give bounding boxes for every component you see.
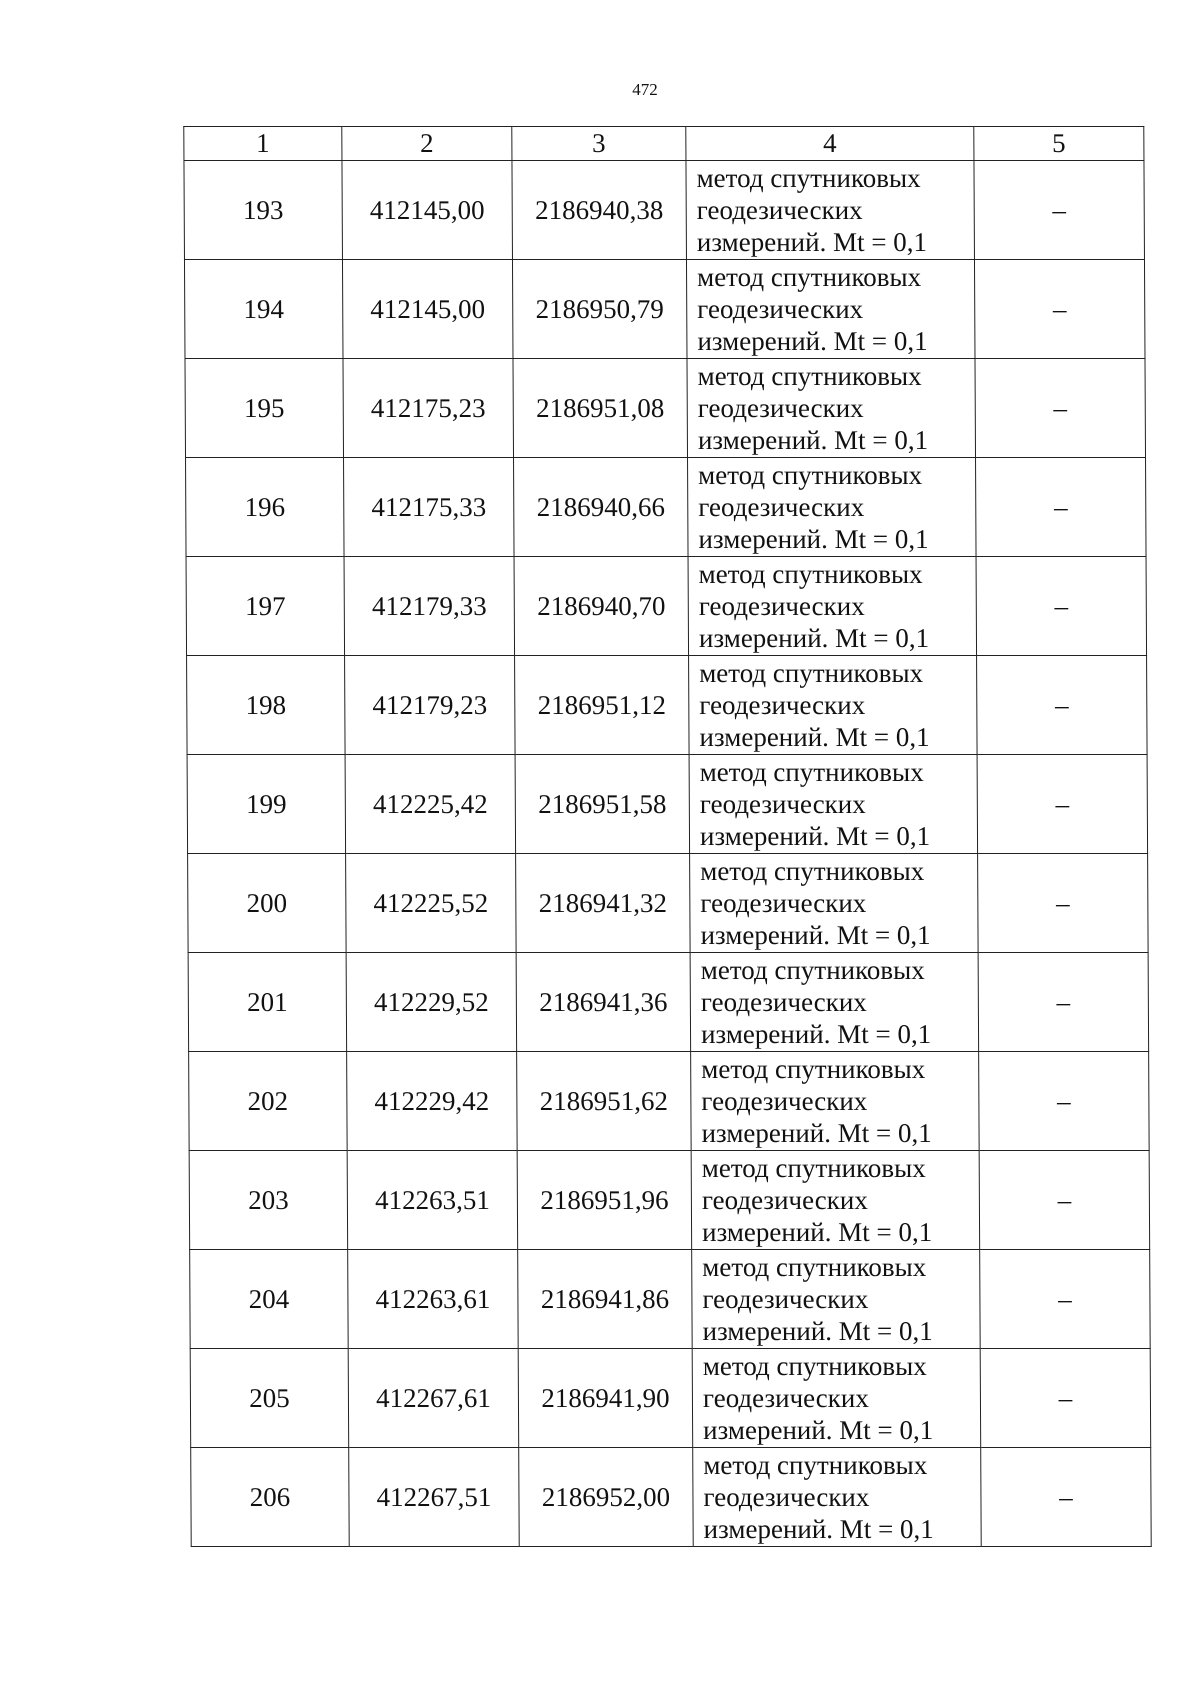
point-number-cell: 205	[190, 1349, 349, 1448]
note-cell: –	[980, 1250, 1151, 1349]
y-coordinate-cell: 2186941,36	[516, 953, 691, 1052]
method-cell	[693, 1448, 982, 1547]
method-line: метод спутниковых	[703, 1450, 928, 1480]
note-cell: –	[978, 953, 1149, 1052]
x-coordinate-cell: 412229,52	[346, 953, 517, 1052]
method-line: измерений. Mt = 0,1	[697, 425, 929, 455]
table-row	[187, 755, 1148, 854]
point-number-cell: 203	[189, 1151, 348, 1250]
method-line: измерений. Mt = 0,1	[701, 1118, 932, 1148]
method-line: геодезических	[697, 393, 864, 423]
note-cell: –	[974, 161, 1145, 260]
note-cell: –	[977, 755, 1148, 854]
note-cell: –	[979, 1052, 1150, 1151]
method-line: метод спутниковых	[698, 460, 923, 490]
y-coordinate-cell: 2186941,86	[518, 1250, 693, 1349]
method-line: геодезических	[702, 1284, 869, 1314]
table-row	[190, 1349, 1151, 1448]
x-coordinate-cell: 412263,61	[348, 1250, 519, 1349]
table-row	[190, 1250, 1151, 1349]
method-line: геодезических	[701, 1185, 868, 1215]
column-header-5: 5	[974, 127, 1144, 161]
table-row	[188, 953, 1149, 1052]
point-number-cell: 195	[185, 359, 344, 458]
note-cell: –	[974, 260, 1145, 359]
table-row	[184, 260, 1145, 359]
method-line: геодезических	[699, 789, 866, 819]
y-coordinate-cell: 2186951,12	[515, 656, 690, 755]
method-line: метод спутниковых	[701, 1054, 926, 1084]
note-cell: –	[977, 656, 1148, 755]
method-line: измерений. Mt = 0,1	[700, 920, 931, 950]
column-header-3: 3	[512, 127, 686, 161]
point-number-cell: 196	[186, 458, 345, 557]
method-cell	[691, 1151, 980, 1250]
method-line: метод спутниковых	[702, 1351, 927, 1381]
x-coordinate-cell: 412145,00	[342, 260, 513, 359]
note-cell: –	[976, 458, 1147, 557]
table-row	[184, 161, 1145, 260]
point-number-cell: 193	[184, 161, 343, 260]
x-coordinate-cell: 412145,00	[342, 161, 513, 260]
y-coordinate-cell: 2186940,66	[514, 458, 689, 557]
method-line: метод спутниковых	[699, 757, 924, 787]
table-row	[189, 1052, 1150, 1151]
column-header-1: 1	[184, 127, 342, 161]
method-line: метод спутниковых	[701, 1153, 926, 1183]
method-line: измерений. Mt = 0,1	[698, 524, 929, 554]
table-header-row	[184, 127, 1144, 161]
method-line: метод спутниковых	[702, 1252, 927, 1282]
x-coordinate-cell: 412175,23	[343, 359, 514, 458]
point-number-cell: 197	[186, 557, 345, 656]
method-cell	[689, 656, 978, 755]
method-cell	[690, 953, 979, 1052]
note-cell: –	[978, 854, 1149, 953]
table-row	[186, 458, 1147, 557]
method-line: геодезических	[700, 987, 867, 1017]
note-cell: –	[980, 1349, 1151, 1448]
y-coordinate-cell: 2186951,96	[517, 1151, 692, 1250]
y-coordinate-cell: 2186940,38	[512, 161, 687, 260]
point-number-cell: 199	[187, 755, 346, 854]
column-header-4: 4	[686, 127, 974, 161]
note-cell: –	[976, 557, 1147, 656]
x-coordinate-cell: 412229,42	[347, 1052, 518, 1151]
table-row	[187, 656, 1148, 755]
method-line: геодезических	[699, 690, 866, 720]
method-line: измерений. Mt = 0,1	[699, 722, 930, 752]
y-coordinate-cell: 2186952,00	[519, 1448, 694, 1547]
table-row	[189, 1151, 1150, 1250]
method-cell	[689, 755, 978, 854]
method-line: измерений. Mt = 0,1	[696, 227, 928, 257]
method-line: измерений. Mt = 0,1	[702, 1316, 933, 1346]
method-line: измерений. Mt = 0,1	[700, 1019, 932, 1049]
y-coordinate-cell: 2186951,62	[517, 1052, 692, 1151]
method-line: геодезических	[703, 1482, 870, 1512]
method-line: метод спутниковых	[700, 955, 925, 985]
method-line: метод спутниковых	[698, 559, 923, 589]
method-cell	[687, 359, 976, 458]
method-line: измерений. Mt = 0,1	[701, 1217, 933, 1247]
method-cell	[692, 1349, 981, 1448]
point-number-cell: 198	[187, 656, 346, 755]
point-number-cell: 194	[184, 260, 343, 359]
method-cell	[690, 854, 979, 953]
note-cell: –	[975, 359, 1146, 458]
method-line: геодезических	[700, 888, 867, 918]
note-cell: –	[979, 1151, 1150, 1250]
x-coordinate-cell: 412175,33	[344, 458, 515, 557]
point-number-cell: 202	[189, 1052, 348, 1151]
x-coordinate-cell: 412179,33	[344, 557, 515, 656]
point-number-cell: 200	[188, 854, 347, 953]
y-coordinate-cell: 2186941,32	[516, 854, 691, 953]
x-coordinate-cell: 412225,52	[346, 854, 517, 953]
method-line: измерений. Mt = 0,1	[699, 821, 931, 851]
method-line: геодезических	[701, 1086, 868, 1116]
point-number-cell: 201	[188, 953, 347, 1052]
method-line: геодезических	[698, 591, 865, 621]
method-cell	[688, 458, 977, 557]
point-number-cell: 204	[190, 1250, 349, 1349]
table-row	[186, 557, 1147, 656]
method-line: геодезических	[697, 294, 864, 324]
method-line: геодезических	[702, 1383, 869, 1413]
method-line: геодезических	[698, 492, 865, 522]
point-number-cell: 206	[191, 1448, 350, 1547]
method-cell	[686, 161, 975, 260]
coordinates-table	[183, 126, 1151, 1547]
y-coordinate-cell: 2186941,90	[518, 1349, 693, 1448]
method-line: измерений. Mt = 0,1	[703, 1415, 934, 1445]
method-line: метод спутниковых	[697, 361, 922, 391]
y-coordinate-cell: 2186951,08	[513, 359, 688, 458]
y-coordinate-cell: 2186950,79	[512, 260, 687, 359]
x-coordinate-cell: 412225,42	[345, 755, 516, 854]
x-coordinate-cell: 412267,61	[348, 1349, 519, 1448]
method-line: геодезических	[696, 195, 863, 225]
method-line: метод спутниковых	[699, 658, 924, 688]
method-line: измерений. Mt = 0,1	[698, 623, 930, 653]
x-coordinate-cell: 412267,51	[349, 1448, 520, 1547]
method-cell	[688, 557, 977, 656]
method-line: метод спутниковых	[696, 262, 922, 292]
y-coordinate-cell: 2186951,58	[515, 755, 690, 854]
x-coordinate-cell: 412179,23	[345, 656, 516, 755]
method-line: метод спутниковых	[700, 856, 925, 886]
table-body	[184, 161, 1151, 1547]
column-header-2: 2	[342, 127, 512, 161]
method-line: метод спутниковых	[696, 163, 921, 193]
method-line: измерений. Mt = 0,1	[697, 326, 928, 356]
y-coordinate-cell: 2186940,70	[514, 557, 689, 656]
page-number: 472	[632, 80, 658, 99]
table-row	[188, 854, 1149, 953]
table-row	[191, 1448, 1152, 1547]
method-cell	[692, 1250, 981, 1349]
note-cell: –	[981, 1448, 1152, 1547]
table-row	[185, 359, 1146, 458]
method-cell	[691, 1052, 980, 1151]
x-coordinate-cell: 412263,51	[347, 1151, 518, 1250]
method-line: измерений. Mt = 0,1	[703, 1514, 934, 1544]
method-cell	[686, 260, 975, 359]
